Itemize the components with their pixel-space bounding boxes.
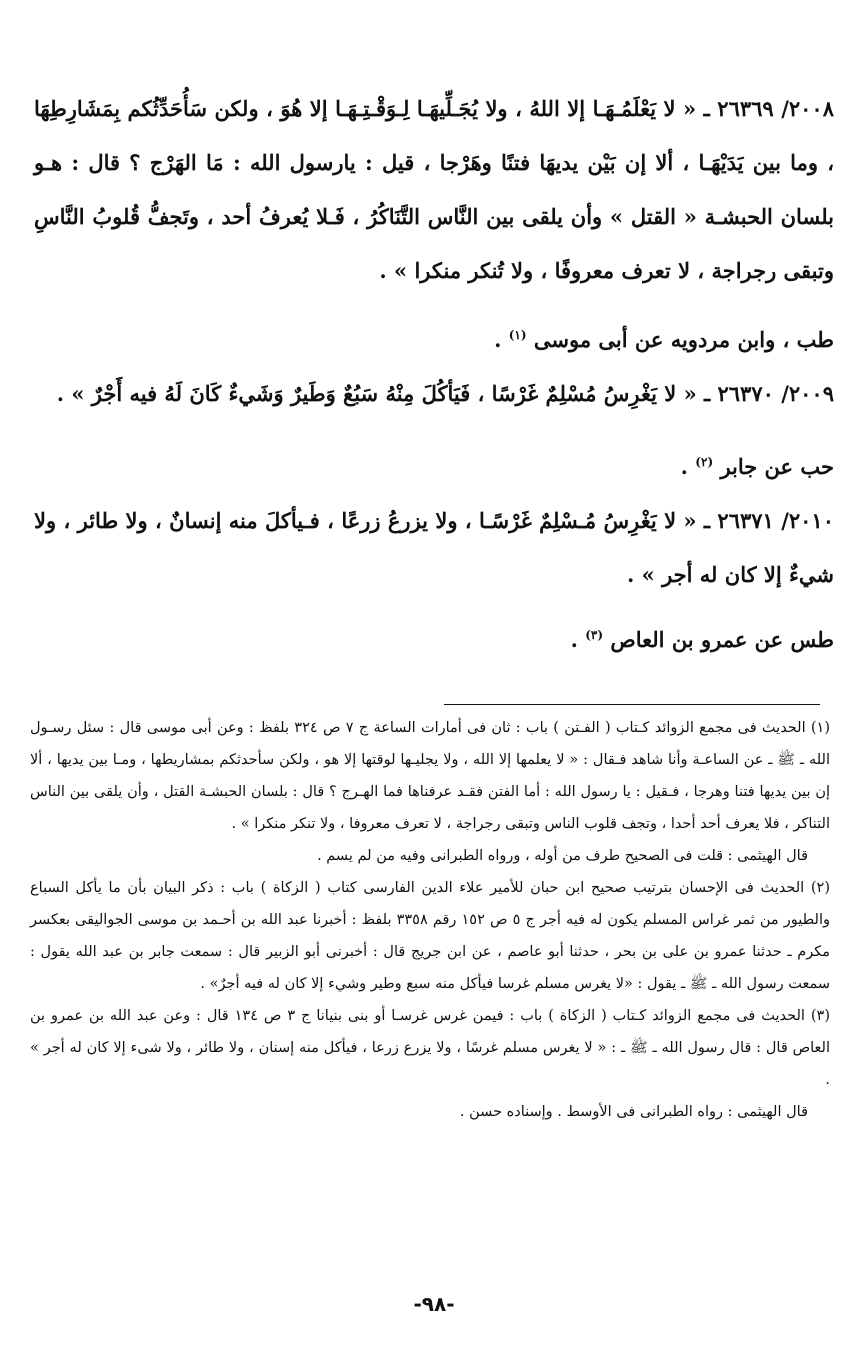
footnotes xyxy=(30,712,830,1128)
source-end: . xyxy=(494,327,502,352)
footnote-3-comment: قال الهيثمى : رواه الطبرانى فى الأوسط . وإسناده حسن . xyxy=(459,1104,808,1120)
source-text: طب ، وابن مردويه عن أبى موسى xyxy=(533,327,834,352)
footnote-mark: (٢) xyxy=(695,455,714,469)
main-text xyxy=(34,82,834,667)
hadith-2008: ٢٠٠٨/ ٢٦٣٦٩ ـ « لا يَعْلَمُـهَـا إلا اللهُ ، ولا يُجَـلِّيهَـا لِـوَقْـتِـهَـا إلا هُوَ ، ولكن سَأُحَدِّثُكم بِمَشَارِطِهَا ، وما بين يَدَيْهَـا ، ألا إن بَيْن يديهَا فتنًا وهَرْجا ، قيل : يارسول الله : مَا الهَرْج ؟ قال : هـو بلسان الحبشـة « القتل » وأن يلقى بين النَّاس التَّنَاكُرُ ، فَـلا يُعرفُ أحد ، وتَجفُّ قُلوبُ النَّاسِ وتبقى رجراجة ، لا تعرف معروفًا ، ولا تُنكر منكرا » . xyxy=(34,96,834,283)
hadith-2010: ٢٠١٠/ ٢٦٣٧١ ـ « لا يَغْرِسُ مُـسْلِمٌ غَرْسًـا ، ولا يزرعُ زرعًا ، فـيأكلَ منه إنسانٌ ، ولا طائر ، ولا شيءٌ إلا كان له أجر » . xyxy=(34,508,834,587)
source-text: طس عن عمرو بن العاص xyxy=(610,627,834,652)
footnote-mark: (١) xyxy=(508,328,527,342)
source-end: . xyxy=(570,627,578,652)
footnote-3: (٣) الحديث فى مجمع الزوائد كـتاب ( الزكاة ) باب : فيمن غرس غرسـا أو بنى بنيانا ج ٣ ص ١٣٤ قال : وعن عبد الله بن عمرو بن العاص قال : قال رسول الله ـ ﷺ ـ : « لا يغرس مسلم غرسًا ، ولا يزرع زرعا ، فيأكل منه إسنان ، ولا طائر ، ولا شىء إلا كان له أجر » . xyxy=(30,1008,830,1088)
hadith-2009: ٢٠٠٩/ ٢٦٣٧٠ ـ « لا يَغْرِسُ مُسْلِمٌ غَرْسًا ، فَيَأكُلَ مِنْهُ سَبُعٌ وَطَيرٌ وَشَيءٌ كَانَ لَهُ فيه أَجْرٌ » . xyxy=(56,381,834,406)
source-end: . xyxy=(680,454,688,479)
hadith-2010-source xyxy=(34,608,834,667)
source-text: حب عن جابر xyxy=(720,454,834,479)
footnote-2: (٢) الحديث فى الإحسان بترتيب صحيح ابن حبان للأمير علاء الدين الفارسى كتاب ( الزكاة ) باب : ذكر البيان بأن ما يأكل السباع والطيور من ثمر غراس المسلم يكون له فيه أجر ج ٥ ص ١٥٢ رقم ٣٣٥٨ بلفظ : أخبرنا عبد الله بن أحـمد بن موسى الجواليقى بعكسر مكرم ـ حدثنا عمرو بن على بن بحر ، حدثنا أبو عاصم ، عن ابن جريج قال : أخبرنى أبو الزبير قال : سمعت جابر بن عبد الله يقول : سمعت رسول الله ـ ﷺ ـ يقول : «لا يغرس مسلم غرسا فيأكل منه سبع وطير وشيء إلا كان له فيه أجرٌ» . xyxy=(30,880,830,992)
hadith-2009-source xyxy=(34,435,834,494)
footnote-mark: (٣) xyxy=(585,628,604,642)
footnote-separator xyxy=(444,704,820,705)
footnote-1-comment: قال الهيثمى : قلت فى الصحيح طرف من أوله ، ورواه الطبرانى وفيه من لم يسم . xyxy=(317,848,808,864)
page-number: -٩٨- xyxy=(413,1292,455,1316)
footnote-1: (١) الحديث فى مجمع الزوائد كـتاب ( الفـتن ) باب : ثان فى أمارات الساعة ج ٧ ص ٣٢٤ بلفظ : وعن أبى موسى قال : سئل رسـول الله ـ ﷺ ـ عن الساعـة وأنا شاهد فـقال : « لا يعلمها إلا الله ، ولا يجليـها لوقتها إلا هو ، ولكن سأحدثكم بمشاريطها ، ومـا بين يديها ، ألا إن بين يديها فتنا وهرجا ، فـقيل : يا رسول الله : أما الفتن فقـد عرفناها فما الهـرج ؟ قال : بلسان الحبشـة القتل ، وأن يلقى بين الناس التناكر ، فلا يعرف أحد أحدا ، وتجف قلوب الناس وتبقى رجراجة ، لا تعرف معروفا ، ولا تنكر منكرا » . xyxy=(30,720,831,832)
hadith-2008-source xyxy=(34,308,834,367)
